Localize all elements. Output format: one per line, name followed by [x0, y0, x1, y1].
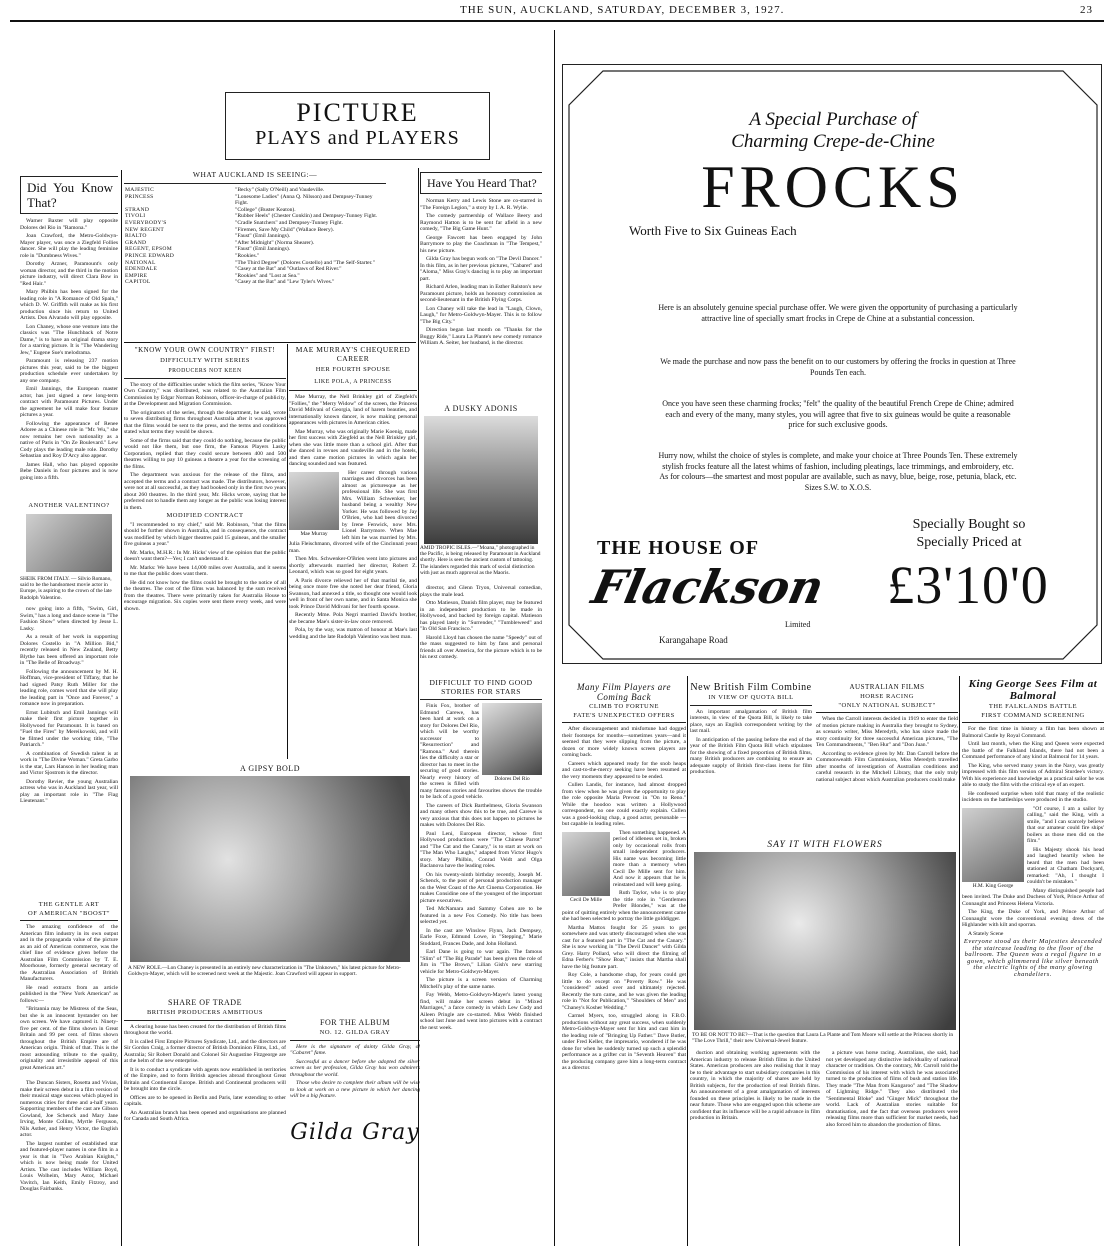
auckland-schedule	[124, 187, 386, 286]
know-para: The department was anxious for the release of the films, and accepted the terms and a contract was made. The distributors, however, were not at all successful, as they had booked only in the first two years about 260 theatres. In the third year, Mr. Hicks wrote, saying that he preferred not to handle them any longer as the public was losing interest in them.	[124, 472, 286, 511]
did-you-know-column	[20, 176, 118, 486]
ad-bought: Specially Bought so	[912, 517, 1026, 532]
king-para: "Of course, I am a sailor by calling," said the King, with a smile, "and I can scarcely believe that our amateur could fire ships' boilers as those men did on the film."	[1027, 805, 1104, 844]
mae-caption: Mae Murray	[300, 530, 328, 537]
know-para: Mr. Marks, M.H.R.: In Mr. Hicks' view of the opinion that the public doesn't want them?—Yes; I can't understand it.	[124, 549, 286, 562]
flowers-photo	[694, 852, 956, 1030]
king-para: His Majesty shook his head and laughed heartily when he heard that the men had been stationed at Chatham Dockyard, remarked: "Ah, I thought I couldn't be mistaken."	[1027, 846, 1104, 885]
dyk-para: Dorothy Arzner, Paramount's only woman director, and the third in the motion picture industry, will direct Clara Bow in "Red Hair."	[20, 261, 118, 287]
theatre-programme: "Casey at the Bat" and "Lew Tyler's Wives."	[235, 279, 335, 286]
flowers-caption: TO BE OR NOT TO BE?—That is the question that Laura La Plante and Tom Moore will settle at the Princess shortly in "The Love Thrill," their new Universal-Jewel feature.	[692, 1032, 954, 1045]
column-rule	[287, 344, 288, 759]
mae-heading: MAE MURRAY'S CHEQUERED CAREER	[295, 345, 411, 363]
new-british-sub: IN VIEW OF QUOTA BILL	[708, 694, 794, 701]
ad-house-of: THE HOUSE OF	[597, 537, 760, 559]
schedule-row	[124, 253, 386, 260]
king-para: Until last month, when the King and Queen were expected the battle of the Falkland Islands, there had not been a Command performance of any kind at Balmoral for 14 years.	[962, 741, 1104, 760]
ad-store-logo: Flackson	[587, 560, 829, 614]
new-british-heading: New British Film Combine	[690, 682, 812, 693]
share-para: Offices are to be opened in Berlin and Paris, later extending to other capitals.	[124, 1094, 286, 1107]
ad-address: Karangahape Road	[659, 635, 728, 645]
theatre-name: NEW REGENT	[125, 226, 165, 233]
schedule-row	[124, 246, 386, 253]
schedule-row	[124, 279, 386, 286]
what-auckland-block	[124, 168, 386, 340]
column-rule	[418, 168, 419, 1246]
aus-para: According to evidence given by Mr. Dan Carroll before the Commonwealth Film Commission, Miss Meredyth travelled after months of investigation of Australian conditions and careful research in the Mitchell Library, that the only truly national subject about which Australian producers could make	[816, 750, 958, 783]
many-para: Then something happened. A period of idleness set in, broken only by occasional rolls from small independent producers. His name was becoming little more than a memory when Cecil De Mille sent for him. And now it appears that he is reinstated and will keep going.	[613, 829, 686, 888]
mae-murray-block	[289, 344, 417, 759]
duncan-para: The Duncan Sisters, Rosetta and Vivian, make their screen debut in a film version of their musical stage success which played in numerous cities for three and a-half years. Supporting members of the cast are Gibson Gowland, Joe Schenck and Mary Jane Irving, Monte Collins, Myrtle Ferguson, Nils Asther, and Henry Victor, the English actor.	[20, 1080, 118, 1138]
mae-photo	[289, 472, 339, 530]
hyh-para: George Fawcett has been engaged by John Barrymore to play the Coachman in "The Tempest," his new picture.	[420, 234, 542, 254]
ad-para-4: Hurry now, whilst the choice of styles is complete, and make your choice at Three Pounds Ten. These extremely stylish frocks feature all the latest whims of fashion, including pleatings, lace trimmings, and embroidery, etc. As for colours—the smartest and most popular are available, such as navy, blue, beige, rose, petunia, black, etc. Sizes S.W. to X.O.S.	[658, 451, 1018, 492]
theatre-programme: "Cradle Snatchers" and Dempsey-Tunney Fight.	[235, 219, 344, 226]
difficult-para: Ted McNamara and Sammy Cohen are to be featured in a new Fox Comedy. No title has been selected yet.	[420, 906, 542, 925]
difficult-para: The careers of Dick Barthelmess, Gloria Swanson and many others show this to be true, and Carewe is very anxious that this does not happen to pictures he makes with Dolores Del Rio.	[420, 802, 542, 828]
hyh-para: Lon Chaney will take the lead in "Laugh, Clown, Laugh," for Metro-Goldwyn-Mayer. This is to follow "The Big City."	[420, 305, 542, 325]
masthead	[0, 0, 1114, 40]
column-rule	[687, 676, 688, 1246]
gipsy-caption: A NEW ROLE.—Lon Chaney is presented in an entirely new characterization in "The Unknown," his latest picture for Metro-Goldwyn-Mayer, which will be screened next week at the Majestic. Joan Crawford will appear in support.	[128, 965, 401, 978]
theatre-name: STRAND	[125, 206, 150, 213]
king-subhead: Everyone stood as their Majesties descended the staircase leading to the floor of the ballroom. The Queen was a regal figure in a gown, which glimmered like silver beneath the electric lights of the many glowing chandeliers.	[963, 938, 1103, 978]
have-you-heard-block	[420, 172, 542, 402]
page-number: 23	[1080, 4, 1093, 16]
king-sub2: FIRST COMMAND SCREENING	[981, 711, 1085, 719]
ad-priced: Specially Priced at	[916, 535, 1022, 550]
ad-line-1: A Special Purchase of	[749, 109, 917, 130]
did-you-know-heading: Did You Know That?	[20, 176, 118, 214]
duncan-block	[20, 1080, 118, 1245]
mae-para: Her career through various marriages and divorces has been almost as picturesque as her professional life. She was first Mrs. William Schwenker, her husband being a wealthy New Yorker. He was followed by Jay O'Brien, who had been divorced by Irene Fenwick, now Mrs. Lionel Barrymore. When Mae left him he was married by Mrs. Julia Fleischmann, divorced wife of the Cincinnati yeast man.	[289, 469, 417, 554]
ad-para-3: Once you have seen these charming frocks; "felt" the quality of the beautiful French Crepe de Chine; admired each and every of the many, many styles, you will agree that five to six guineas would be quite a reasonable price for such exclusive goods.	[662, 399, 1014, 429]
many-para: Careers which appeared ready for the snob heaps and cast-to-the-mercy seeking have been resumed at the very moments they appeared to be ended.	[562, 760, 686, 780]
gipsy-block	[124, 762, 416, 994]
gentle-art-para: The amazing confidence of the American film industry in its own output and in the propaganda value of the picture as an aid of American commerce, was the chief line of evidence given before the Australian Film Commission by T. E. Moorhouse, formerly general secretary of the Australian Association of British Manufacturers.	[20, 924, 118, 982]
gentle-art-block	[20, 900, 118, 1075]
theatre-name: PRINCE EDWARD	[125, 252, 175, 259]
aus-sub2: "ONLY NATIONAL SUBJECT"	[838, 701, 936, 709]
theatre-programme: "The Third Degree" (Dolores Costello) and "The Self-Starter."	[235, 259, 375, 266]
valentino-photo	[26, 514, 112, 572]
hyh-para: Direction began last month on "Thanks for the Buggy Ride," Laura La Plante's new comedy romance William A. Seiter, her husband, is the director.	[420, 327, 542, 346]
column-rule	[121, 170, 122, 1246]
adonis-heading: A DUSKY ADONIS	[444, 404, 518, 413]
king-para: Many distinguished people had been invited. The Duke and Duchess of York, Prince Arthur of Connaught and Princess Helena Victoria.	[962, 887, 1104, 907]
del-rio-photo	[482, 703, 542, 775]
theatre-programme: "Rookies" and "Lost at Sea."	[235, 272, 300, 279]
theatre-name: CAPITOL	[125, 279, 151, 286]
flowers-para: a picture was horse racing. Australians, she said, had not yet developed any distinctive individuality of national character or tradition. On the contrary, Mr. Carroll told the Commission of his interest with which he was associated turned to the production of films of bush and station life. They made "The Man from Kangaroo" and "The Shadow of Lightning Ridge." They also distributed the "Sentimental Bloke" and "Ginger Mick" throughout the world. Lack of Australian stories suitable for dramatisation, and the fact that overseas producers were releasing films more than sufficient for market needs, had also forced him to abandon the production of films.	[826, 1050, 958, 1128]
de-mille-photo	[562, 832, 610, 896]
many-para: Ruth Taylor, who is to play the title role in "Gentlemen Prefer Blondes," was at the point of quitting entirely when the announcement came she had been selected to portray the little golddigger.	[562, 890, 686, 922]
difficult-block	[420, 676, 542, 1246]
know-para: Some of the firms said that they could do nothing, because the public would not like them, but one firm, the Famous Players Lasky Corporation, replied that they could secure between 400 and 500 theatres willing to pay 10 guineas a theatre a year for the screening of the films.	[124, 437, 286, 470]
column-rule	[554, 30, 555, 1246]
say-flowers-block	[690, 838, 960, 1048]
valentino-heading: ANOTHER VALENTINO?	[28, 502, 110, 509]
valentino-para: Ernst Lubitsch and Emil Jannings will make their first picture together in Hollywood for Paramount. It is based on "Fuel the Fires" by Mereikowski, and will be filmed under the working title, "The Patriarch."	[20, 709, 118, 748]
theatre-name: EMPIRE	[125, 272, 148, 279]
theatre-programme: "Rubber Heels" (Chester Conklin) and Dempsey-Tunney Fight.	[235, 213, 378, 220]
many-para: Roy Cole, a handsome chap, for years could get little to do except on "Poverty Row." He was "considered" asked over and ultimately rejected. Recently the turn came, and he was given the leading role in "Not for Publication," "Shoulders of Men" and "Chaney's Kosher Wedding."	[562, 972, 686, 1011]
theatre-programme: "Lonesome Ladies" (Anna Q. Nilsson) and Dempsey-Tunney Fight.	[235, 193, 373, 207]
king-sub1: THE FALKLANDS BATTLE	[988, 703, 1078, 710]
gipsy-photo	[130, 776, 410, 962]
del-rio-photo-wrap	[482, 703, 542, 783]
valentino-para: now going into a fifth, "Swim, Girl, Swim," has a long and dance scene in "The Fashion Show" when directed by Jesse L. Lasky.	[20, 606, 118, 632]
gilda-signature: Gilda Gray	[290, 1119, 420, 1145]
many-para: Carmel Myers, too, struggled along in F.B.O. productions without any great success, when suddenly Metro-Goldwyn-Mayer sent for him and cast him in the leading role of "Bringing Up Father." Dave Butler, under Fred Keller, the impresario, wondered if he was done for when he suddenly turned up such a splendid performance as a grifter cut in "Seventh Heaven" that the producing company gave him a long-term contract as a director.	[562, 1013, 686, 1071]
mae-para: A Paris divorce relieved her of that marital tie, and being once more free she noted her dear friend, Gloria Swanson, had annexed a title, so thought one would look well in front of her own name, and in Santa Monica she took Prince David Mdivani for her fourth spouse.	[289, 577, 417, 610]
new-british-para: In anticipation of the passing before the end of the year of the British Film Quota Bill which stipulates for the showing of a fixed proportion of British films, many British producers are combining to ensure an adequate supply of British first-class items for film production.	[690, 736, 812, 775]
difficult-para: Earl Dane is going to war again. The famous "Slim" of "The Big Parade" has been given the role of Jim in "The Brown," Lilian Gish's new starring vehicle for Metro-Goldwyn-Mayer.	[420, 949, 542, 975]
schedule-row	[124, 266, 386, 273]
theatre-name: MAJESTIC	[125, 187, 155, 193]
difficult-para: The picture is a screen version of Charming Mitchell's play of the same name.	[420, 977, 542, 990]
aus-para: When the Carroll interests decided in 1919 to enter the field of motion picture making in Australia they brought to Sydney, as scenario writer, Miss Meredyth, who has since made the story continuity for three successful American pictures, "The Ten Commandments," "Ben Hur" and "Don Juan."	[816, 716, 958, 748]
king-heading: King George Sees Film at Balmoral	[968, 678, 1098, 702]
share-para: An Australian branch has been opened and organisations are planned for Canada and South Africa.	[124, 1109, 286, 1122]
gentle-art-heading-1: THE GENTLE ART	[38, 901, 100, 908]
theatre-programme: "After Midnight" (Norma Shearer).	[235, 239, 315, 246]
theatre-name: EVERYBODY'S	[125, 219, 167, 226]
dyk-para: Emil Jannings, the European master actor, has just signed a new long-term contract with Paramount Pictures. Under the agreement he will make four feature pictures a year.	[20, 386, 118, 418]
theatre-name: EDENDALE	[125, 266, 158, 273]
share-sub: BRITISH PRODUCERS AMBITIOUS	[146, 1009, 264, 1016]
mae-sub1: HER FOURTH SPOUSE	[315, 366, 391, 373]
know-country-block	[124, 344, 286, 749]
de-mille-caption: Cecil De Mille	[569, 896, 603, 903]
schedule-row	[124, 233, 386, 240]
gipsy-heading: A GIPSY BOLD	[240, 764, 300, 773]
king-george-block	[962, 676, 1104, 1246]
dyk-para: Warner Baxter will play opposite Dolores del Rio in "Ramona."	[20, 218, 118, 231]
flowers-col-1	[690, 1050, 820, 1246]
flowers-heading: SAY IT WITH FLOWERS	[767, 840, 883, 850]
dyk-para: Following the appearance of Renee Adoree as a Chinese role in "Mr. Wu," she now remains her own nationality as a native of Paris in "On Ze Boulevard." Lew Cody plays the leading male role. Dorothy Sebastian and Roy D'Arcy also appear.	[20, 420, 118, 459]
mae-para: Then Mrs. Schwenker-O'Brien went into pictures and shortly afterwards married her director, Robert Z. Leonard, which was so good for eight years.	[289, 556, 417, 575]
aus-sub1: HORSE RACING	[860, 693, 914, 700]
new-british-block	[690, 680, 812, 835]
theatre-name: GRAND	[125, 239, 147, 246]
king-para: The King, the Duke of York, and Prince Arthur of Connaught wore the conventional evening dress of the Highlander with kilt and sporran.	[962, 909, 1104, 928]
many-para: Martha Mattox fought for 25 years to get somewhere and was utterly discouraged when she was cast for a featured part in "The Cat and the Canary." She is now working in "The Devil Dancer" with Gilda Grey. Harry Pollard, who will direct the filming of Edna Ferber's "Show Boat," insists that Martha shall have the big feature part.	[562, 924, 686, 970]
theatre-programme: "Faust" (Emil Jannings).	[235, 233, 291, 240]
know-country-sub2: PRODUCERS NOT KEEN	[168, 368, 242, 374]
many-players-sub1: CLIMB TO FORTUNE	[589, 703, 659, 710]
de-mille-photo-wrap	[562, 832, 610, 904]
del-rio-caption: Dolores Del Rio	[494, 776, 530, 782]
dyk-para: Joan Crawford, the Metro-Goldwyn-Mayer player, was once a Ziegfeld Follies dancer. She will play the leading feminine role in "Dumbness Wives."	[20, 233, 118, 259]
theatre-name: PRINCESS	[125, 193, 154, 200]
valentino-para: As a result of her work in supporting Dolores Costello in "A Million Bid," recently released in New Zealand, Betty Blythe has been offered an important role in "The Belle of Broadway."	[20, 634, 118, 666]
schedule-row	[124, 194, 386, 207]
ad-price: £3'10'0	[887, 555, 1049, 615]
album-heading: FOR THE ALBUM	[320, 1018, 390, 1027]
adonis-text	[420, 585, 542, 675]
section-banner	[225, 92, 490, 160]
many-para: Cullen Landis, for instance, had almost dropped from view when he was given the opportunity to play the role opposite Maria Prevost in "On to Reno." While the hoodoo was written a Hollywood correspondent, no one could exactly explain. Cullen was a good-looking chap, a good actor, personable —but capable in leading roles.	[562, 782, 686, 827]
flowers-para: duction and obtaining working agreements with the American industry to release British films in the United States. American producers are also realising that it may be to their advantage to start subsidiary companies in this country, in which the majority of shares are held by British subjects, for the production of real British films. An announcement of a great amalgamation of interests founded on these principles is likely to be made in the near future. Those who are engaged upon this scheme are confident that its influence will be a rapid advance in film production in Britain.	[690, 1050, 820, 1121]
difficult-heading: DIFFICULT TO FIND GOOD STORIES FOR STARS	[429, 678, 533, 696]
theatre-programme: "College" (Buster Keaton).	[235, 206, 296, 213]
aus-heading: AUSTRALIAN FILMS	[849, 683, 925, 691]
have-you-heard-heading: Have You Heard That?	[420, 172, 542, 194]
masthead-rule	[10, 20, 1104, 22]
difficult-para: Paul Leni, European director, whose first Hollywood productions were "The Chinese Parrot" and "The Cat and the Canary," is to start at work on "The Man Who Laughs," adapted from Victor Hugo's story. Mary Philbin, Conrad Veidt and Olga Baclanova have the leading roles.	[420, 830, 542, 869]
theatre-programme: "Casey at the Bat" and "Outlaws of Red River."	[235, 266, 342, 273]
what-auckland-heading: WHAT AUCKLAND IS SEEING:—	[192, 170, 318, 179]
gentle-art-para: He read extracts from an article published in the "New York American" as follows:—	[20, 984, 118, 1004]
theatre-programme: "Firemen, Save My Child" (Wallace Beery).	[235, 226, 335, 233]
share-para: A clearing house has been created for the distribution of British films throughout the world.	[124, 1023, 286, 1036]
gentle-art-para: "Britannia may be Mistress of the Seas, but she is an innocent bystander on her own screen. We have captured it. Ninety-five per cent. of the films shown in Great Britain and 99 per cent. of films shown throughout the British Empire are of American origin. Think of that. This is the most astounding tribute to the quality, originality and irresistible appeal of this great American art."	[20, 1006, 118, 1071]
king-para: A Stately Scene	[968, 930, 1004, 937]
many-players-sub2: FATE'S UNEXPECTED OFFERS	[573, 711, 675, 719]
frocks-advert	[562, 64, 1102, 664]
dyk-para: Lon Chaney, whose one venture into the classics was "The Hunchback of Notre Dame," is to have an original drama story for a starring picture. It is "The Wandering Jew," Eugene Sue's melodrama.	[20, 323, 118, 356]
adonis-para: Otto Matieson, Danish film player, may be featured in an independent production to be made in Hollywood, and backed by foreign capital. Matieson has played lately in "Surrender," "Tumbleweed" and "In Old San Francisco."	[420, 600, 542, 632]
row-rule	[124, 342, 416, 343]
difficult-para: Finis Fox, brother of Edmund Carewe, has been hard at work on a story for Dolores Del Rio, which will be worthy successor to "Resurrection" and "Ramona." And therein lies the difficulty a star or director has to meet in the securing of good stories. Nearly every history of the screen is filled with many famous stories and favourites shows the trouble to be lack of a good vehicle.	[420, 703, 542, 800]
ad-limited: Limited	[785, 620, 811, 629]
difficult-para: In the cast are Winslow Flynn, Jack Dempsey, Earle Foxe, Edmund Lowe, in "Stepping," Marie Stoddard, Frances Dade, and John Holland.	[420, 927, 542, 947]
mae-photo-wrap	[289, 472, 339, 538]
section-title-1: PICTURE	[296, 98, 419, 127]
mae-sub2: LIKE POLA, A PRINCESS	[314, 379, 392, 385]
flowers-col-2	[826, 1050, 958, 1246]
valentino-para: Following the announcement by M. H. Hoffman, vice-president of Tiffany, that he had signed Patsy Ruth Miller for the leading role, comes word that she will play the leading part in "Once and Forever," a romance now in preparation.	[20, 668, 118, 707]
column-rule	[959, 676, 960, 1246]
adonis-caption: AMID TROPIC ISLES.—"Moana," photographed in the Pacific, is being released by Paramount in Auckland shortly. Here is seen the ancient custom of tattooing. The islanders regarded this mark of social distinction with just as much approval as the Maoris.	[420, 545, 541, 576]
album-sub: NO. 12. GILDA GRAY	[319, 1029, 391, 1036]
section-title-2: PLAYS and PLAYERS	[255, 127, 460, 149]
know-subhead: MODIFIED CONTRACT	[166, 512, 244, 519]
know-para: The originators of the series, through the department, he said, wrote to seven distributing firms throughout Australia after it was approved that the films would be sent to the press, and the terms and conditions stated what terms they would be shown.	[124, 409, 286, 435]
ad-line-2: Charming Crepe-de-Chine	[731, 131, 935, 152]
king-para: He confessed surprise when told that many of the realistic incidents on the battleships were produced in the studio.	[962, 790, 1104, 803]
adonis-photo	[424, 416, 538, 544]
valentino-caption: SHEIK FROM ITALY. — Silvio Romano, said to be the handsomest movie actor in Europe, is aspiring to the crown of the late Rudolph Valentino.	[20, 576, 112, 601]
theatre-programme: "Becky" (Sally O'Neill) and Vaudeville.	[235, 187, 325, 193]
difficult-para: On his twenty-ninth birthday recently, Joseph M. Schenck, to the post of personal production manager on the West Coast of the Art Cinema Corporation. He makes Considine one of the youngest of the important picture executives.	[420, 871, 542, 904]
valentino-text	[20, 606, 118, 898]
king-para: The King, who served many years in the Navy, was greatly impressed with this film version of Admiral Sturdee's victory. With his experience and knowledge as a practical sailor he was able to study the film with the critical eye of an expert.	[962, 762, 1104, 788]
schedule-row	[124, 187, 386, 194]
ad-worth: Worth Five to Six Guineas Each	[629, 223, 797, 238]
theatre-name: TIVOLI	[125, 213, 146, 220]
theatre-name: NATIONAL	[125, 259, 156, 266]
share-para: It is to conduct a syndicate with agents now established in territories of the Empire, and to form British agencies abroad throughout Great Britain and Continental Europe. British and Continental producers will be brought into the circle.	[124, 1066, 286, 1092]
know-country-heading: "KNOW YOUR OWN COUNTRY" FIRST!	[134, 346, 276, 354]
king-para: For the first time in history a film has been shown at Balmoral Castle by Royal Command.	[962, 726, 1104, 739]
mae-para: Recently Mme. Pola Negri married David's brother, she became Mae's sister-in-law once removed.	[289, 612, 417, 625]
adonis-para: Harold Lloyd has chosen the name "Speedy" out of the mass suggested to him by fans and personal friends all over America, for the picture which is to be his next comedy.	[420, 634, 542, 660]
king-caption: H.M. King George	[972, 882, 1014, 889]
mae-para: Pola, by the way, was matron of honour at Mae's last wedding and the late Rudolph Valentino was best man.	[289, 627, 417, 640]
share-trade-block	[124, 996, 286, 1246]
album-para: Those who desire to complete their album will be wise to look at work on a new picture in which her dancing will be a big feature.	[290, 1080, 420, 1099]
masthead-title: THE SUN, AUCKLAND, SATURDAY, DECEMBER 3, 1927.	[460, 4, 785, 16]
theatre-programme: "Faust" (Emil Jannings).	[235, 246, 291, 253]
new-british-para: An important amalgamation of British film interests, in view of the Quota Bill, is likely to take place, says an English correspondent writing by the last mail.	[690, 708, 812, 734]
hyh-para: The comedy partnership of Wallace Beery and Raymond Hatton is to be sent far afield in a new comedy, "The Big Game Hunt."	[420, 213, 542, 232]
valentino-para: A combination of Swedish talent is at work in "The Divine Woman." Greta Garbo is the star, Lars Hanson in her leading man and Victor Sjostrom is the director.	[20, 750, 118, 776]
theatre-name: RIALTO	[125, 233, 147, 240]
valentino-para: Dorothy Revier, the young Australian actress who was in Auckland last year, will play an important role in "The Flag Lieutenant."	[20, 778, 118, 804]
dyk-para: James Hall, who has played opposite Bebe Daniels in four pictures and is now going into a fifth.	[20, 461, 118, 481]
mae-para: Mae Murray, who was originally Marie Koenig, made her first success with Ziegfeld as the Nell Brinkley girl, when she was little more than a school girl. After that she danced in revues and vaudeville and in the hotels, and then came motion pictures in which again her dancing sounded and was featured.	[289, 428, 417, 467]
album-para: Here is the signature of dainty Gilda Gray, of "Cabaret" fame.	[290, 1043, 420, 1056]
know-para: The story of the difficulties under which the film series, "Know Your Own Country," was distributed, was related to the Australian Film Commission by Edgar Norman Robinson, officer-in-charge of publicity, at the Development and Migration Commission.	[124, 381, 286, 407]
ad-frocks: FROCKS	[701, 154, 965, 220]
dyk-para: Mary Philbin has been signed for the leading role in "A Romance of Old Spain," which D. W. Griffith will make as his first production since his return to United Artists. Don Alvarado will play opposite.	[20, 289, 118, 321]
album-block	[290, 1016, 420, 1246]
gentle-art-heading-2: OF AMERICAN "BOOST"	[28, 909, 110, 917]
share-para: It is called First Empire Pictures Syndicate, Ltd., and the directors are Sir Gordon Craig, a former director of British Dominion Films, Ltd., of Australia; Sir Robert Donald and Colonel Sir Augustine Fitzgeorge are at the helm of the new enterprise.	[124, 1038, 286, 1064]
king-photo	[962, 808, 1024, 882]
many-para: After discouragement and misfortune had dogged their footsteps for months—sometimes years—and it seemed that they were slipping from the picture, a dozen or more widely known screen players are coming back.	[562, 726, 686, 758]
difficult-para: Fay Webb, Metro-Goldwyn-Mayer's latest young find, will make her screen debut in "Mixed Marriages," a farce comedy in which Lew Cody and Aileen Pringle are co-starred. Miss Webb finished school last June and went into pictures with a contract the next week.	[420, 992, 542, 1031]
ad-para-1: Here is an absolutely genuine special purchase offer. We were given the opportunity of purchasing a particularly attractive line of specially smart frocks in Crepe de Chine at a substantial concession.	[658, 303, 1018, 323]
theatre-programme: "Rookies."	[235, 252, 260, 259]
hyh-para: Richard Arlen, leading man in Esther Ralston's new Paramount picture, holds an honorary commission as second-lieutenant in the British Flying Corps.	[420, 284, 542, 303]
know-para: He did not know how the films could be brought to the notice of all the theatres. The cost of the films was balanced by the sum received from the theatres. There were primarily taken for Australia House to encourage migration. Six copies were sent there every week, and were shown.	[124, 579, 286, 612]
duncan-para: The largest number of established star and featured-player names in one film in a year is that in "Two Arabian Knights," which is now being made for United Artists. The cast includes William Boyd, Louis Wolheim, Mary Astor, Michael Vavitch, Ian Keith, Emily Fitzroy, and Douglas Fairbanks.	[20, 1140, 118, 1192]
album-para: Successful as a dancer before she adopted the silver screen as her profession, Gilda Gray has won admirers throughout the world.	[290, 1058, 420, 1078]
hyh-para: Norman Kerry and Lewis Stone are co-starred in "The Foreign Legion," a story by I. A. R. Wylie.	[420, 198, 542, 211]
hyh-para: Gilda Gray has begun work on "The Devil Dancer." In this film, as in her previous pictures, "Cabaret" and "Aloma," Miss Gray's dancing is to play an important part.	[420, 256, 542, 282]
share-heading: SHARE OF TRADE	[168, 998, 242, 1007]
schedule-row	[124, 220, 386, 227]
many-players-heading: Many Film Players are Coming Back	[577, 682, 671, 702]
ad-para-2: We made the purchase and now pass the benefit on to our customers by offering the frocks in question at Three Pounds Ten each.	[660, 357, 1016, 377]
dusky-adonis-block	[420, 402, 542, 582]
australian-films-block	[816, 680, 958, 835]
adonis-para: director, and Glenn Tryon, Universal comedian, plays the male lead.	[420, 585, 542, 598]
theatre-name: REGENT, EPSOM	[125, 246, 172, 253]
know-para: Mr. Marks: We have been 14,000 miles over Australia, and it seems to me that the public does want them.	[124, 564, 286, 577]
king-photo-wrap	[962, 808, 1024, 892]
valentino-block	[20, 500, 118, 605]
schedule-row	[124, 213, 386, 220]
many-players-block	[562, 680, 686, 1246]
schedule-row	[124, 273, 386, 280]
dyk-para: Paramount is releasing 237 motion pictures this year, said to be the biggest production schedule ever undertaken by any one company.	[20, 358, 118, 384]
know-para: "I recommended to my chief," said Mr. Robinson, "that the films should be further shown in Australia, and in consequence, the contract was modified by which bigger theatres paid 15 guineas, and the smaller five guineas a year."	[124, 521, 286, 547]
mae-para: Mae Murray, the Nell Brinkley girl of Ziegfeld's "Follies," the "Merry Widow" of the screen, the Princess David Mdivani of Georgia, land of harem beauties, and internationally known dancer, is now making personal appearances with pictures in American cities.	[289, 394, 417, 426]
know-country-sub1: DIFFICULTY WITH SERIES	[160, 357, 250, 364]
